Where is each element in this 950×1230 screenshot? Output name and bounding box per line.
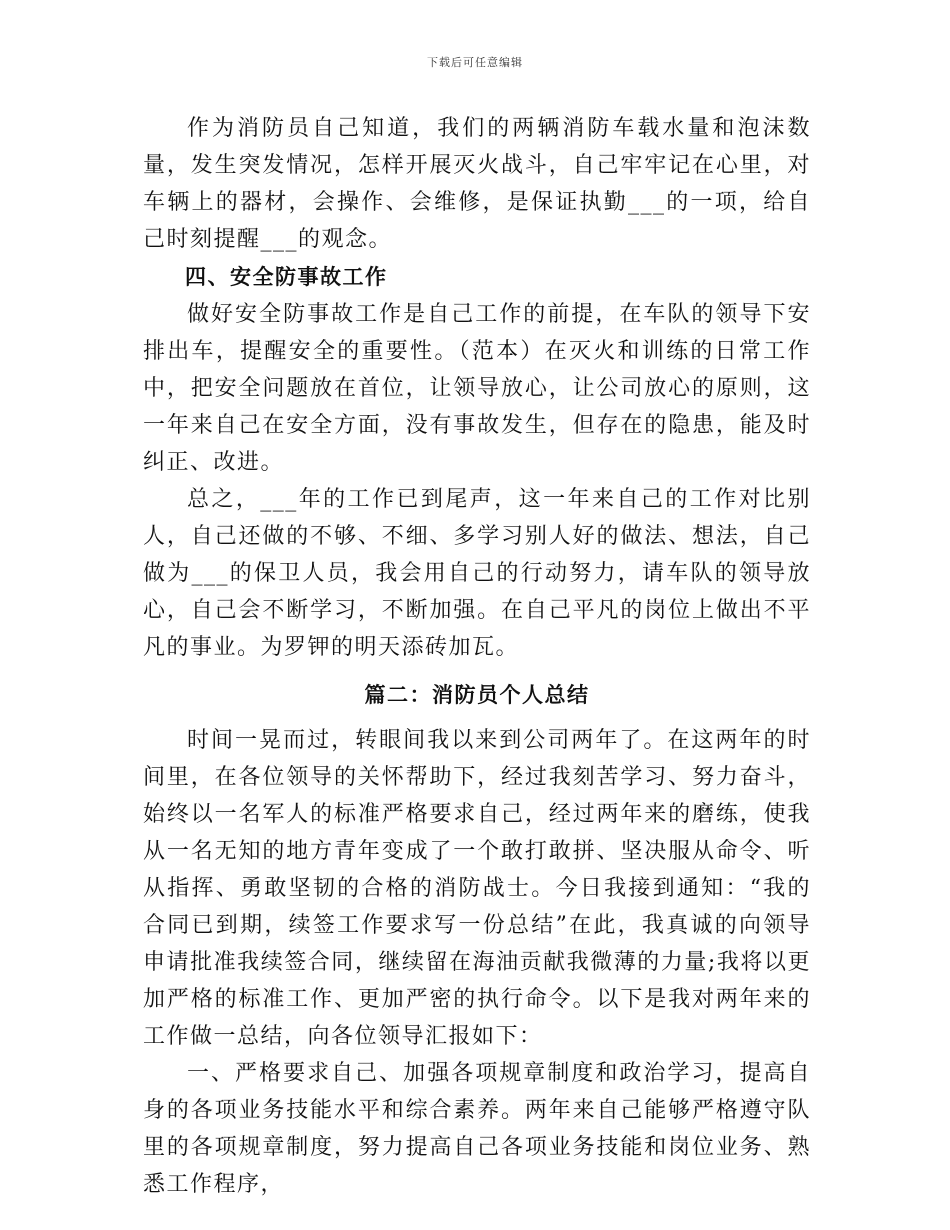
chapter-title: 篇二：消防员个人总结 bbox=[364, 682, 590, 707]
paragraph-conclusion: 总之，___年的工作已到尾声，这一年来自己的工作对比别人，自己还做的不够、不细、多学习别人好的做法、想法，自己做为___的保卫人员，我会用自己的行动努力，请车队的领导放心，自己会不断学习，不断加强。在自己平凡的岗位上做出不平凡的事业。为罗钾的明天添砖加瓦。 bbox=[143, 487, 811, 660]
paragraph-safety: 做好安全防事故工作是自己工作的前提，在车队的领导下安排出车，提醒安全的重要性。（范本）在灭火和训练的日常工作中，把安全问题放在首位，让领导放心，让公司放心的原则，这一年来自己在安全方面，没有事故发生，但存在的隐患，能及时纠正、改进。 bbox=[143, 302, 811, 475]
paragraph-equipment: 作为消防员自己知道，我们的两辆消防车载水量和泡沫数量，发生突发情况，怎样开展灭火战斗，自己牢牢记在心里，对车辆上的器材，会操作、会维修，是保证执勤___的一项，给自己时刻提醒___的观念。 bbox=[143, 116, 811, 252]
paragraph-section-one: 一、严格要求自己、加强各项规章制度和政治学习，提高自身的各项业务技能水平和综合素养。两年来自己能够严格遵守队里的各项规章制度，努力提高自己各项业务技能和岗位业务、熟悉工作程序， bbox=[143, 1061, 811, 1197]
document-body bbox=[143, 110, 811, 1203]
section-heading-safety: 四、安全防事故工作 bbox=[185, 264, 388, 289]
page-header: 下载后可任意编辑 bbox=[427, 56, 523, 69]
paragraph-intro: 时间一晃而过，转眼间我以来到公司两年了。在这两年的时间里，在各位领导的关怀帮助下，经过我刻苦学习、努力奋斗，始终以一名军人的标准严格要求自己，经过两年来的磨练，使我从一名无知的地方青年变成了一个敢打敢拼、坚决服从命令、听从指挥、勇敢坚韧的合格的消防战士。今日我接到通知：“我的合同已到期，续签工作要求写一份总结”在此，我真诚的向领导申请批准我续签合同，继续留在海油贡献我微薄的力量;我将以更加严格的标准工作、更加严密的执行命令。以下是我对两年来的工作做一总结，向各位领导汇报如下： bbox=[143, 728, 811, 1049]
